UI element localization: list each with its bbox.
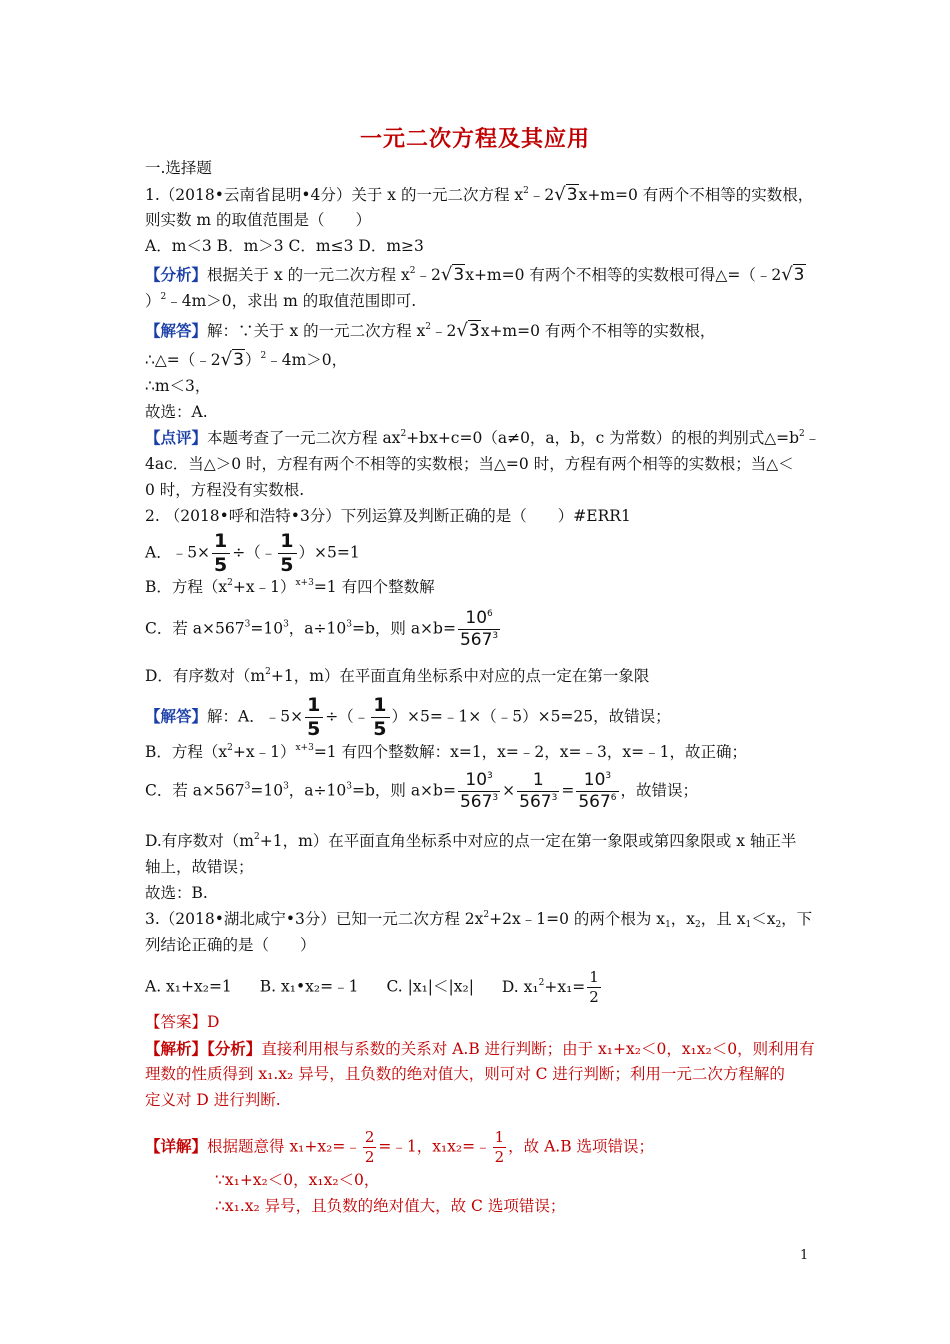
fraction: $\frac{1}{2}$ — [589, 968, 599, 1006]
analysis-tag: 【分析】 — [145, 265, 208, 284]
answer-tag: 【解答】 — [145, 321, 208, 340]
q2-answer-c: C．若 $a\times 567^3=10^3$，$a\div 10^3=b$，则 a×b= $\frac{10^3}{567^3}$ × $\frac{1}{567^3}$ = $\frac{10^3}{567^6}$ ，故错误； — [145, 770, 699, 812]
q1-answer-step1: ∴△=（﹣2√3）$^2$﹣4m＞0， — [145, 349, 348, 370]
q2-option-c: C．若 $a\times 567^3=10^3$，$a\div 10^3=b$，则 a×b= $\frac{10^6}{567^3}$ — [145, 608, 499, 650]
q3-option-a: A. x₁+x₂=1 — [145, 977, 232, 996]
q3-detail-line1: 【详解】根据题意得 x₁+x₂=﹣ $\frac{2}{2}$ =﹣1，x₁x₂=﹣ $\frac{1}{2}$ ，故 A.B 选项错误； — [145, 1128, 655, 1166]
fraction: $\frac{1}{5}$ — [280, 530, 295, 576]
q1-comment-line3: 0 时，方程没有实数根. — [145, 481, 305, 499]
q3-detail-line2: ∵x₁+x₂＜0，x₁x₂＜0， — [215, 1171, 380, 1189]
fraction: $\frac{1}{567^3}$ — [519, 770, 558, 812]
q1-analysis-line2: ）$^2$﹣4m＞0，求出 m 的取值范围即可. — [145, 292, 417, 310]
q3-detail-line3: ∴x₁.x₂ 异号，且负数的绝对值大，故 C 选项错误； — [215, 1197, 566, 1215]
q1-answer-line1: 【解答】解：∵关于 x 的一元二次方程 $x^2﹣2√3x+m=0$ 有两个不相等的实数根， — [145, 320, 716, 341]
analysis-tag: 【解析】【分析】 — [145, 1039, 262, 1058]
q2-answer-d-line1: D.有序数对（$m^2+1$，m）在平面直角坐标系中对应的点一定在第一象限或第四象限或 x 轴正半 — [145, 832, 797, 850]
fraction: $\frac{1}{5}$ — [307, 694, 322, 740]
fraction: $\frac{2}{2}$ — [364, 1128, 375, 1166]
q1-analysis-line1: 【分析】根据关于 x 的一元二次方程 $x^2﹣2√3x+m=0$ 有两个不相等的实数根可得△=（﹣2√3 — [145, 264, 805, 285]
q3-analysis-line2: 理数的性质得到 x₁.x₂ 异号，且负数的绝对值大，则可对 C 进行判断；利用一元二次方程解的 — [145, 1065, 785, 1083]
detail-tag: 【详解】 — [145, 1136, 208, 1156]
q3-stem-line1: 3.（2018•湖北咸宁•3分）已知一元二次方程 $2x^2+2x﹣1=0$ 的两个根为 $x_1$，$x_2$，且 $x_1<x_2$，下 — [145, 910, 813, 930]
q2-answer-d-line2: 轴上，故错误； — [145, 858, 254, 876]
answer-tag: 【解答】 — [145, 706, 208, 726]
q1-stem-line1: 1.（2018•云南省昆明•4分）关于 x 的一元二次方程 $x^2﹣2√3x+m=0$ 有两个不相等的实数根， — [145, 184, 814, 205]
q1-stem-line2: 则实数 m 的取值范围是（ ） — [145, 211, 372, 229]
q3-option-b: B. x₁•x₂=﹣1 — [259, 977, 359, 996]
q3-analysis-line1: 【解析】【分析】直接利用根与系数的关系对 A.B 进行判断；由于 x₁+x₂＜0，x₁x₂＜0，则利用有 — [145, 1039, 815, 1058]
q3-stem-line2: 列结论正确的是（ ） — [145, 936, 316, 954]
q3-option-d: D. x₁$^2$+x₁= $\frac{1}{2}$ — [501, 968, 599, 1006]
q1-options: A．m＜3 B．m＞3 C．m≤3 D．m≥3 — [145, 237, 424, 255]
q3-answer: 【答案】D — [145, 1013, 220, 1031]
q2-option-d: D．有序数对（$m^2+1$，m）在平面直角坐标系中对应的点一定在第一象限 — [145, 667, 650, 685]
fraction: $\frac{10^6}{567^3}$ — [459, 608, 499, 650]
q3-analysis-line3: 定义对 D 进行判断. — [145, 1091, 281, 1109]
q2-answer-b: B．方程$(x^2+x﹣1)^{x+3}=1$ 有四个整数解：x=1，x=﹣2，x=﹣3，x=﹣1，故正确； — [145, 743, 747, 761]
q3-options — [145, 970, 603, 1005]
q2-option-b: B．方程$(x^2+x﹣1)^{x+3}=1$ 有四个整数解 — [145, 578, 435, 596]
q1-choose: 故选：A. — [145, 403, 208, 421]
fraction: $\frac{1}{5}$ — [373, 694, 388, 740]
q1-comment-line1: 【点评】本题考查了一元二次方程 $ax^2+bx+c=0(a\ne 0$，a，b，c 为常数）的根的判别式$\triangle=b^2﹣$ — [145, 428, 821, 447]
page-number: 1 — [800, 1248, 809, 1263]
q3-option-c: C. |x₁|＜|x₂| — [386, 977, 474, 996]
q2-stem: 2. （2018•呼和浩特•3分）下列运算及判断正确的是（ ）#ERR1 — [145, 507, 631, 525]
q1-comment-line2: 4ac．当△＞0 时，方程有两个不相等的实数根；当△=0 时，方程有两个相等的实数根；当△＜ — [145, 455, 794, 473]
section-heading: 一.选择题 — [145, 159, 212, 177]
fraction: $\frac{10^3}{567^3}$ — [459, 770, 499, 812]
fraction: $\frac{10^3}{567^6}$ — [578, 770, 617, 812]
q2-option-a: A．﹣5× $\frac{1}{5}$ ÷（﹣ $\frac{1}{5}$ ）×5=1 — [145, 530, 360, 576]
page-title: 一元二次方程及其应用 — [359, 126, 590, 152]
fraction: $\frac{1}{5}$ — [214, 530, 229, 576]
q1-answer-step2: ∴m＜3， — [145, 377, 211, 395]
q2-answer-a: 【解答】解：A．﹣5× $\frac{1}{5}$ ÷（﹣ $\frac{1}{5}$ ）×5=﹣1×（﹣5）×5=25，故错误； — [145, 694, 671, 740]
comment-tag: 【点评】 — [145, 428, 208, 447]
q2-choose: 故选：B. — [145, 884, 208, 902]
fraction: $\frac{1}{2}$ — [494, 1128, 505, 1166]
sqrt-symbol: √3 — [554, 184, 578, 205]
